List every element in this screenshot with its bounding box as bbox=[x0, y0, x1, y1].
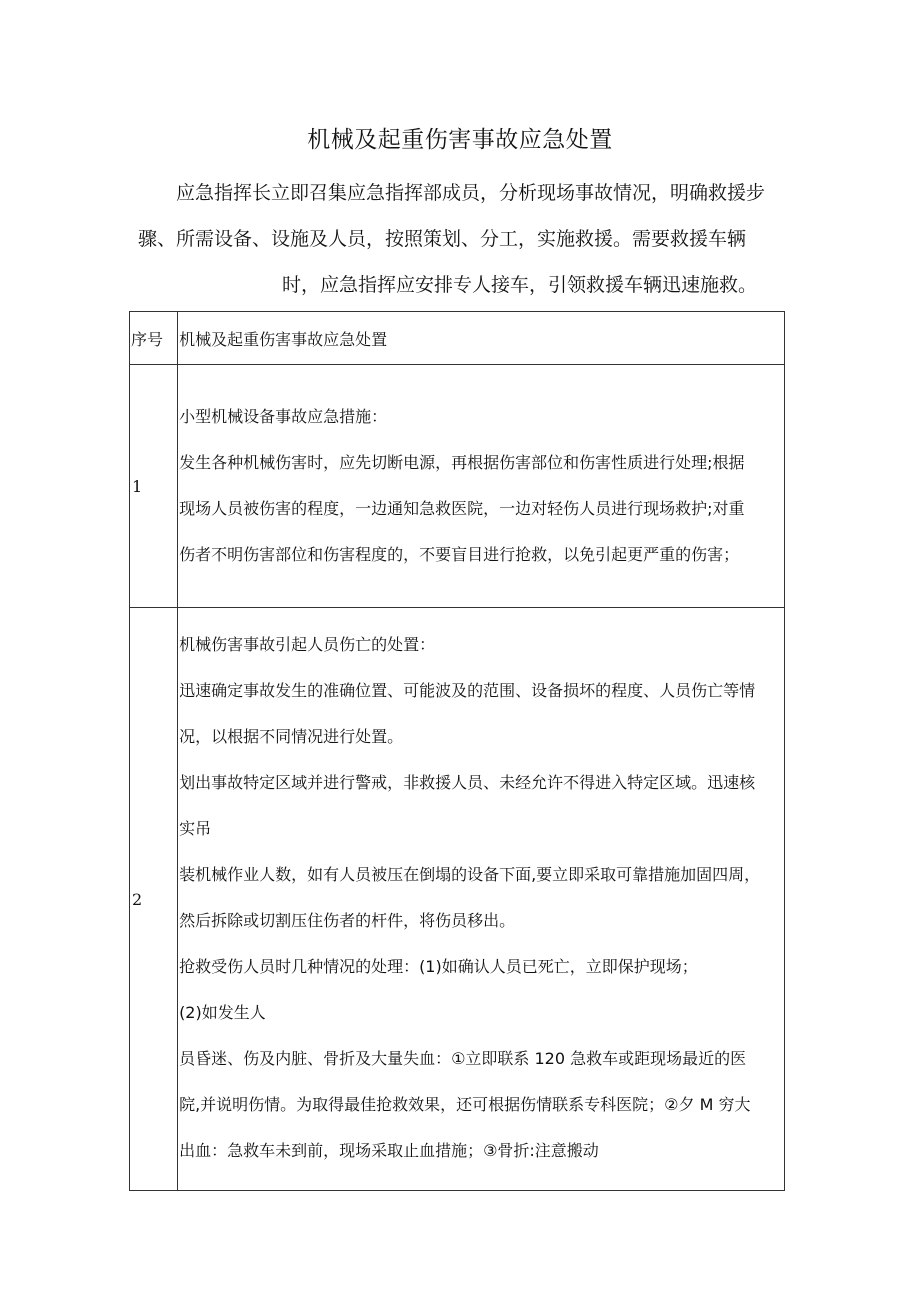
row-number: 1 bbox=[130, 365, 178, 608]
row-text-line: 划出事故特定区域并进行警戒，非救援人员、未经允许不得进入特定区域。迅速核 bbox=[179, 773, 756, 792]
row-text-line: 员昏迷、伤及内脏、骨折及大量失血：①立即联系 120 急救车或距现场最近的医 bbox=[179, 1049, 747, 1068]
table-row bbox=[130, 365, 785, 608]
row-text-line: (2)如发生人 bbox=[179, 1003, 266, 1022]
row-text-line: 现场人员被伤害的程度，一边通知急救医院，一边对轻伤人员进行现场救护;对重 bbox=[179, 499, 745, 518]
row-text-line: 机械伤害事故引起人员伤亡的处置： bbox=[179, 635, 436, 654]
intro-line: 时，应急指挥应安排专人接车，引领救援车辆迅速施救。 bbox=[282, 274, 758, 296]
row-text-line: 小型机械设备事故应急措施： bbox=[179, 407, 388, 426]
row-text-line: 迅速确定事故发生的准确位置、可能波及的范围、设备损坏的程度、人员伤亡等情 bbox=[179, 681, 756, 700]
intro-paragraph bbox=[138, 170, 788, 308]
row-text-line: 发生各种机械伤害时，应先切断电源，再根据伤害部位和伤害性质进行处理;根据 bbox=[179, 453, 745, 472]
row-text-line: 况，以根据不同情况进行处置。 bbox=[179, 727, 404, 746]
intro-line: 应急指挥长立即召集应急指挥部成员，分析现场事故情况，明确救援步 bbox=[176, 182, 766, 204]
row-text-line: 实吊 bbox=[179, 819, 212, 838]
document-title: 机械及起重伤害事故应急处置 bbox=[307, 127, 613, 153]
header-content: 机械及起重伤害事故应急处置 bbox=[178, 312, 785, 365]
row-text-line: 抢救受伤人员时几种情况的处理：(1)如确认人员已死亡，立即保护现场； bbox=[179, 957, 698, 976]
row-content bbox=[178, 365, 785, 608]
row-number: 2 bbox=[130, 608, 178, 1191]
row-text-line: 院,并说明伤情。为取得最佳抢救效果，还可根据伤情联系专科医院；②夕 M 穷大 bbox=[179, 1095, 751, 1114]
row-text-line: 然后拆除或切割压住伤者的杆件，将伤员移出。 bbox=[179, 911, 516, 930]
procedure-table bbox=[129, 311, 785, 1191]
row-text-line: 装机械作业人数，如有人员被压在倒塌的设备下面,要立即采取可靠措施加固四周， bbox=[179, 865, 761, 884]
row-content bbox=[178, 608, 785, 1191]
intro-line: 骤、所需设备、设施及人员，按照策划、分工，实施救援。需要救援车辆 bbox=[138, 228, 747, 250]
table-row bbox=[130, 608, 785, 1191]
row-text-line: 出血：急救车未到前，现场采取止血措施；③骨折:注意搬动 bbox=[179, 1141, 599, 1160]
header-serial-number: 序号 bbox=[130, 312, 178, 365]
row-text-line: 伤者不明伤害部位和伤害程度的，不要盲目进行抢救，以免引起更严重的伤害； bbox=[179, 545, 740, 564]
table-header-row bbox=[130, 312, 785, 365]
